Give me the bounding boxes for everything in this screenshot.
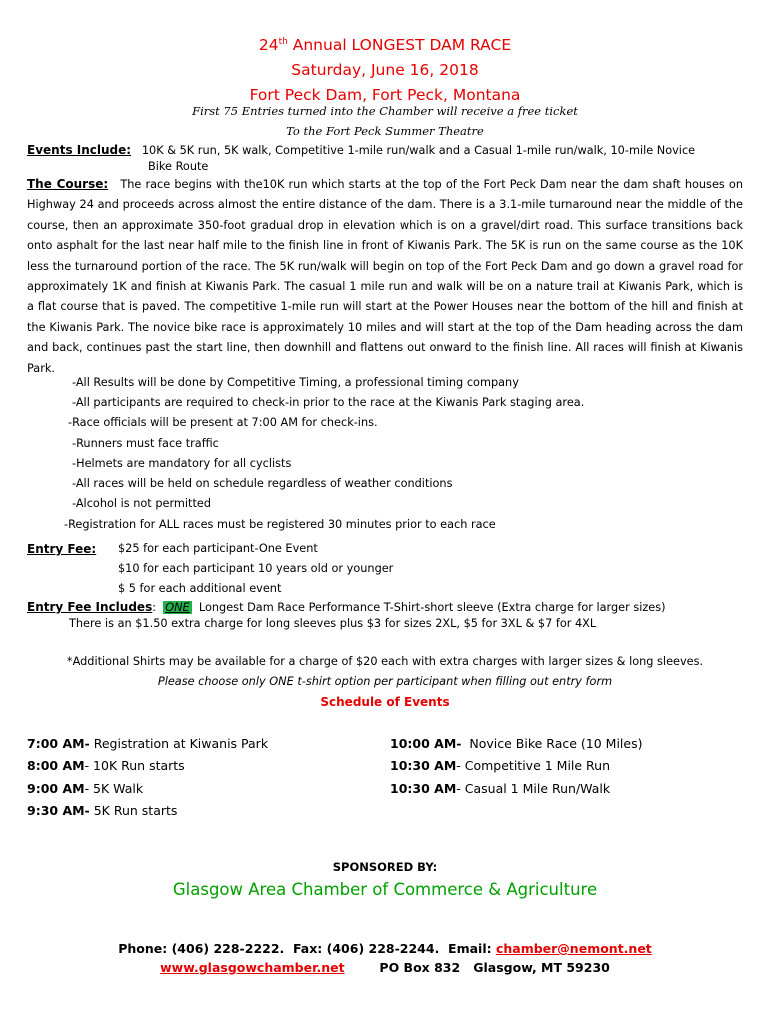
rule-item: -All participants are required to check-in prior to the race at the Kiwanis Park staging area. [72, 396, 585, 409]
title-ordinal: th [278, 37, 288, 47]
entry-fee-label: Entry Fee: [27, 542, 97, 556]
free-ticket-note: First 75 Entries turned into the Chamber will receive a free ticket [192, 104, 578, 118]
race-location: Fort Peck Dam, Fort Peck, Montana [249, 86, 521, 105]
course-description: The race begins with the10K run which starts at the top of the Fort Peck Dam near the dam shaft houses on Highway 24 and proceeds across almost the entire distance of the dam. There is a 3.1-mile turnaround near the middle of the course, then an approximate 350-foot gradual drop in elevation which is on a gravel/dirt road. This surface transitions back onto asphalt for the last near half mile to the finish line in front of Kiwanis Park. The 5K is run on the same course as the 10K less the turnaround portion of the race. The 5K run/walk will begin on top of the Fort Peck Dam and go down a gravel road for approximately 1K and finish at Kiwanis Park. The casual 1 mile run and walk will be on a nature trail at Kiwanis Park, which is a flat course that is paved. The competitive 1-mile run will start at the Power Houses near the bottom of the hill and finish at the Kiwanis Park. The novice bike race is approximately 10 miles and will start at the top of the Dam heading across the dam and back, continues past the start line, then downhill and flattens out onward to the finish line. All races will finish at Kiwanis Park. [27, 178, 743, 375]
additional-shirts-note: *Additional Shirts may be available for a charge of $20 each with extra charges with larger sizes & long sleeves. [66, 655, 704, 668]
contact-line [0, 941, 770, 956]
schedule-event: - Casual 1 Mile Run/Walk [456, 780, 611, 796]
rule-item: -Runners must face traffic [72, 437, 219, 450]
schedule-event: - Competitive 1 Mile Run [456, 758, 611, 774]
rule-item: -Helmets are mandatory for all cyclists [72, 457, 292, 470]
fee-line: $10 for each participant 10 years old or younger [118, 562, 394, 575]
sponsor-name: Glasgow Area Chamber of Commerce & Agriculture [172, 880, 598, 899]
rule-item: -Alcohol is not permitted [72, 497, 212, 510]
events-text: 10K & 5K run, 5K walk, Competitive 1-mile run/walk and a Casual 1-mile run/walk, 10-mile Novice [141, 144, 696, 157]
rule-item: -Registration for ALL races must be registered 30 minutes prior to each race [64, 518, 496, 531]
contact-line-2 [0, 960, 770, 975]
title-block [0, 30, 770, 108]
course-label: The Course: [27, 177, 109, 191]
events-section [27, 142, 747, 175]
tshirt-choice-note: Please choose only ONE t-shirt option per participant when filling out entry form [157, 675, 613, 688]
events-label: Events Include: [27, 143, 132, 157]
schedule-item [390, 733, 642, 755]
entry-includes-label: Entry Fee Includes [27, 600, 153, 614]
schedule-time: 10:30 AM [390, 780, 457, 796]
rule-item: -All races will be held on schedule regardless of weather conditions [72, 477, 453, 490]
long-sleeve-note: There is an $1.50 extra charge for long sleeves plus $3 for sizes 2XL, $5 for 3XL & $7 for 4XL [69, 617, 597, 630]
schedule-time: 8:00 AM [27, 758, 85, 774]
schedule-left-column [27, 733, 268, 822]
schedule-right-column [390, 733, 642, 800]
entry-includes-section [27, 600, 747, 630]
rule-item: -Race officials will be present at 7:00 AM for check-ins. [68, 416, 378, 429]
schedule-item [27, 800, 268, 822]
includes-colon: : [152, 601, 157, 614]
schedule-time: 10:30 AM [390, 758, 457, 774]
schedule-event: - 10K Run starts [84, 758, 185, 774]
sponsored-by-heading: SPONSORED BY: [332, 860, 438, 874]
one-badge: ONE [165, 601, 190, 614]
title-text: Annual LONGEST DAM RACE [287, 36, 512, 55]
schedule-event: Novice Bike Race (10 Miles) [461, 736, 643, 751]
race-title [0, 30, 770, 58]
tshirt-text: Longest Dam Race Performance T-Shirt-short sleeve (Extra charge for larger sizes) [198, 601, 666, 614]
website-link[interactable]: www.glasgowchamber.net [160, 960, 345, 975]
schedule-event: 5K Run starts [89, 802, 178, 818]
schedule-time: 10:00 AM- [390, 736, 462, 751]
schedule-item [390, 755, 642, 777]
schedule-event: - 5K Walk [84, 780, 144, 796]
race-date: Saturday, June 16, 2018 [291, 61, 479, 80]
phone-fax: Phone: (406) 228-2222. Fax: (406) 228-2244. Email: [118, 941, 496, 956]
email-link[interactable]: chamber@nemont.net [495, 941, 652, 956]
course-section [27, 174, 743, 379]
schedule-item [27, 733, 268, 755]
schedule-item [390, 778, 642, 800]
title-number: 24 [258, 36, 279, 55]
schedule-time: 7:00 AM- [27, 736, 90, 751]
schedule-heading: Schedule of Events [320, 695, 450, 709]
schedule-item [27, 778, 268, 800]
events-text-continued: Bike Route [148, 160, 209, 173]
entry-fee-section [27, 539, 747, 599]
schedule-time: 9:00 AM [27, 780, 85, 796]
theatre-note: To the Fort Peck Summer Theatre [286, 124, 484, 138]
schedule-item [27, 755, 268, 777]
fee-line: $ 5 for each additional event [118, 582, 282, 595]
schedule-event: Registration at Kiwanis Park [89, 736, 269, 751]
schedule-time: 9:30 AM- [27, 802, 90, 818]
rule-item: -All Results will be done by Competitive Timing, a professional timing company [72, 376, 519, 389]
fee-line: $25 for each participant-One Event [118, 542, 318, 555]
mailing-address: PO Box 832 Glasgow, MT 59230 [379, 960, 610, 975]
